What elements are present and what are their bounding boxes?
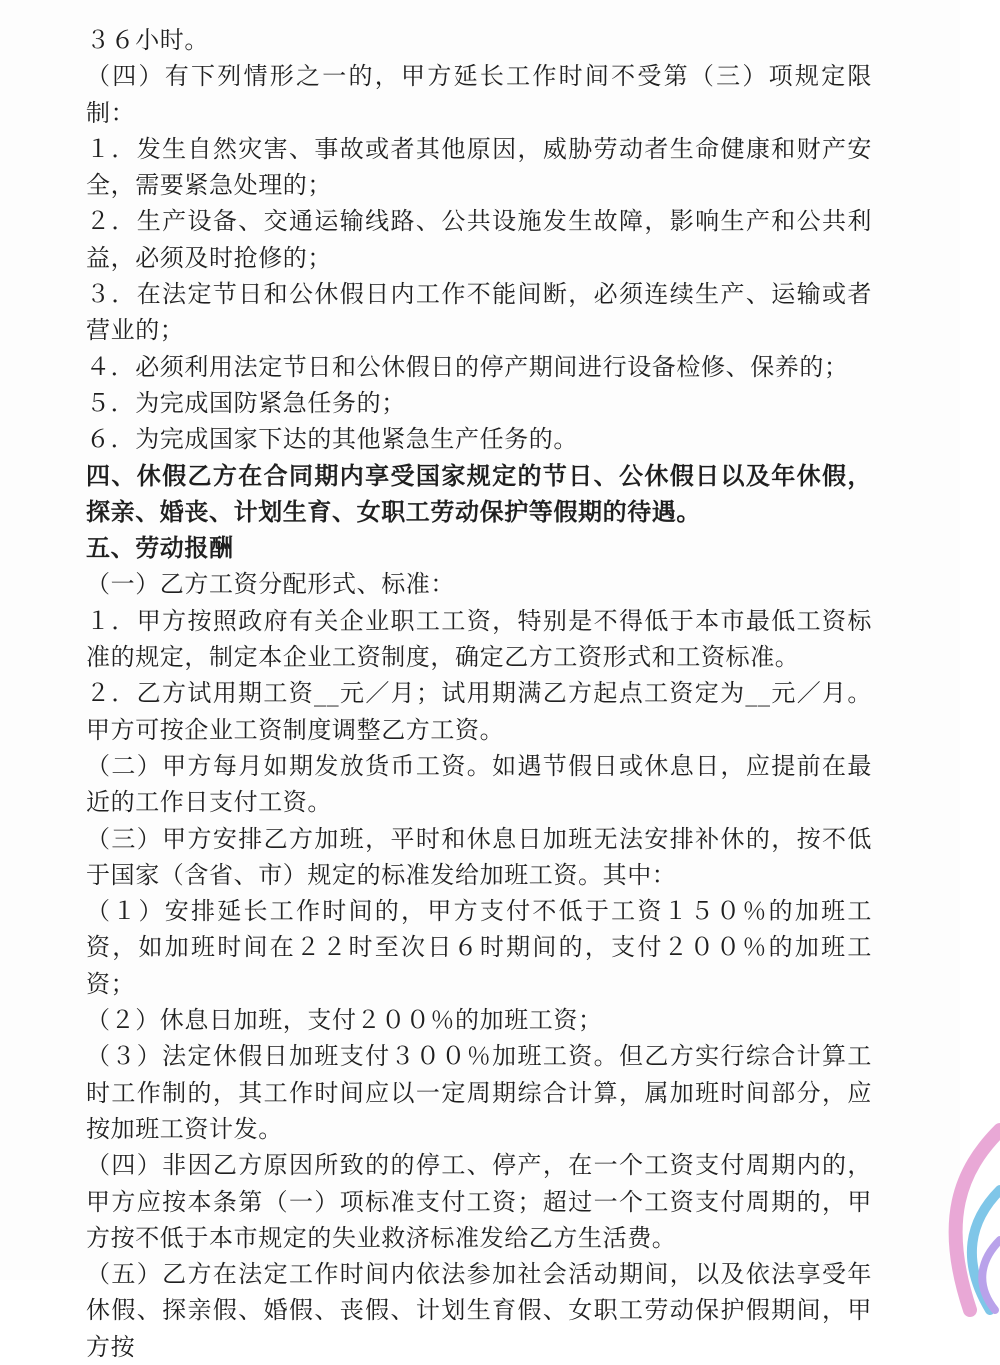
paragraph-line-6: ５．为完成国防紧急任务的； (86, 388, 406, 417)
paragraph-line-3: ２．生产设备、交通运输线路、公共设施发生故障，影响生产和公共利益，必须及时抢修的； (86, 207, 872, 272)
ribbon-purple-stroke (982, 1240, 1000, 1310)
paragraph-line-16: （２）休息日加班，支付２００％的加班工资； (86, 1006, 603, 1035)
paragraph-line-1: （四）有下列情形之一的，甲方延长工作时间不受第（三）项规定限制： (86, 62, 872, 127)
paragraph-line-13: （二）甲方每月如期发放货币工资。如遇节假日或休息日，应提前在最近的工作日支付工资。 (86, 751, 872, 817)
decorative-ribbon (880, 1110, 1000, 1310)
paragraph-line-19: （五）乙方在法定工作时间内依法参加社会活动期间，以及依法享受年休假、探亲假、婚假、丧假、计划生育假、女职工劳动保护假期间，甲方按 (86, 1260, 872, 1361)
section-heading-remuneration: 五、劳动报酬 (86, 533, 234, 563)
paragraph-line-11: １．甲方按照政府有关企业职工工资，特别是不得低于本市最低工资标准的规定，制定本企业工资制度，确定乙方工资形式和工资标准。 (86, 606, 872, 672)
paragraph-line-7: ６．为完成国家下达的其他紧急生产任务的。 (86, 425, 578, 454)
paragraph-line-17: （３）法定休假日加班支付３００％加班工资。但乙方实行综合计算工时工作制的，其工作时间应以一定周期综合计算，属加班时间部分，应按加班工资计发。 (86, 1042, 872, 1143)
paragraph-line-2: １．发生自然灾害、事故或者其他原因，威胁劳动者生命健康和财产安全，需要紧急处理的； (86, 134, 872, 200)
paragraph-line-10: （一）乙方工资分配形式、标准： (86, 570, 455, 599)
paragraph-line-14: （三）甲方安排乙方加班，平时和休息日加班无法安排补休的，按不低于国家（含省、市）规定的标准发给加班工资。其中： (86, 824, 872, 889)
section-heading-leave: 四、休假乙方在合同期内享受国家规定的节日、公休假日以及年休假，探亲、婚丧、计划生育、女职工劳动保护等假期的待遇。 (86, 460, 872, 526)
paragraph-line-12: ２．乙方试用期工资__元／月；试用期满乙方起点工资定为__元／月。甲方可按企业工资制度调整乙方工资。 (86, 679, 872, 744)
paragraph-line-18: （四）非因乙方原因所致的的停工、停产，在一个工资支付周期内的，甲方应按本条第（一）项标准支付工资；超过一个工资支付周期的，甲方按不低于本市规定的失业救济标准发给乙方生活费。 (86, 1151, 872, 1252)
ribbon-blue-stroke (972, 1190, 1000, 1310)
paragraph-line-15: （１）安排延长工作时间的，甲方支付不低于工资１５０％的加班工资，如加班时间在２２时至次日６时期间的，支付２００％的加班工资； (86, 897, 872, 998)
paragraph-line-4: ３．在法定节日和公休假日内工作不能间断，必须连续生产、运输或者营业的； (86, 280, 872, 345)
ribbon-pink-stroke (956, 1130, 1000, 1310)
paragraph-line-5: ４．必须利用法定节日和公休假日的停产期间进行设备检修、保养的； (86, 352, 849, 381)
contract-text (86, 22, 872, 1365)
paragraph-line-0: ３６小时。 (86, 26, 209, 54)
